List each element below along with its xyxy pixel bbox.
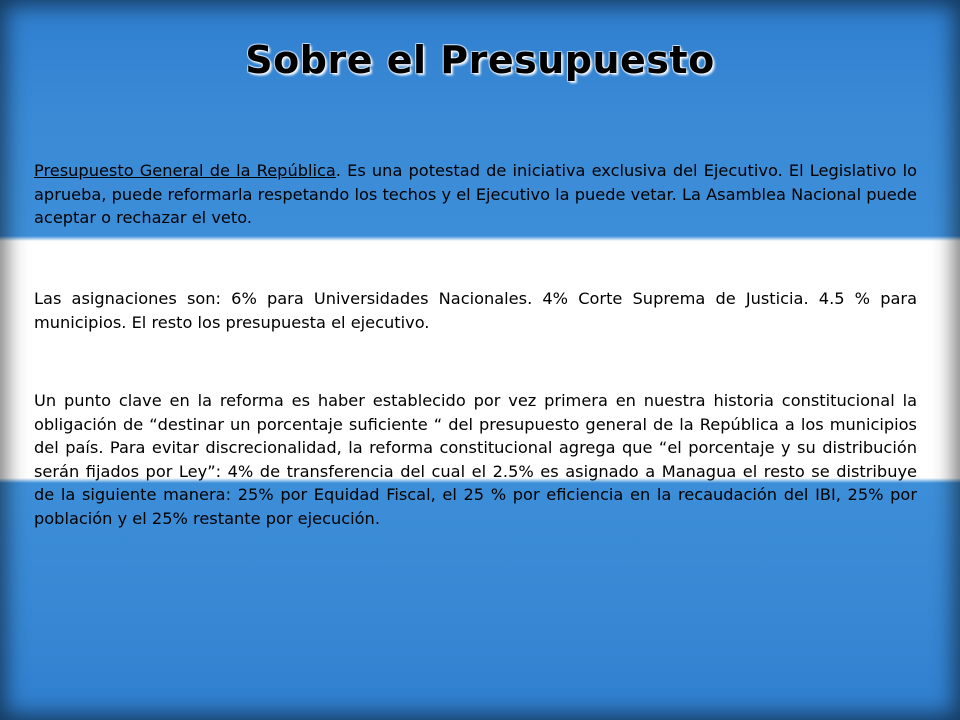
paragraph-1-text: . Es una potestad de iniciativa exclusiva del Ejecutivo. El Legislativo lo aprueba, puede reformarla respetando los techos y el Ejecutivo la puede vetar. La Asamblea Nacional puede aceptar o rechazar el veto. — [34, 161, 917, 227]
paragraph-asignaciones: Las asignaciones son: 6% para Universidades Nacionales. 4% Corte Suprema de Justicia. 4.5 % para municipios. El resto los presupuesta el ejecutivo. — [34, 289, 917, 332]
presupuesto-general-link-text: Presupuesto General de la República — [34, 161, 336, 180]
paragraph-punto-clave: Un punto clave en la reforma es haber establecido por vez primera en nuestra historia constitucional la obligación de “destinar un porcentaje suficiente “ del presupuesto general de la República a los municipios del país. Para evitar discrecionalidad, la reforma constitucional agrega que “el porcentaje y su distribución serán fijados por Ley”: 4% de transferencia del cual el 2.5% es asignado a Managua el resto se distribuye de la siguiente manera: 25% por Equidad Fiscal, el 25 % por eficiencia en la recaudación del IBI, 25% por población y el 25% restante por ejecución. — [34, 391, 917, 528]
page-title: Sobre el Presupuesto — [245, 38, 715, 82]
paragraph-presupuesto-general — [34, 159, 917, 230]
